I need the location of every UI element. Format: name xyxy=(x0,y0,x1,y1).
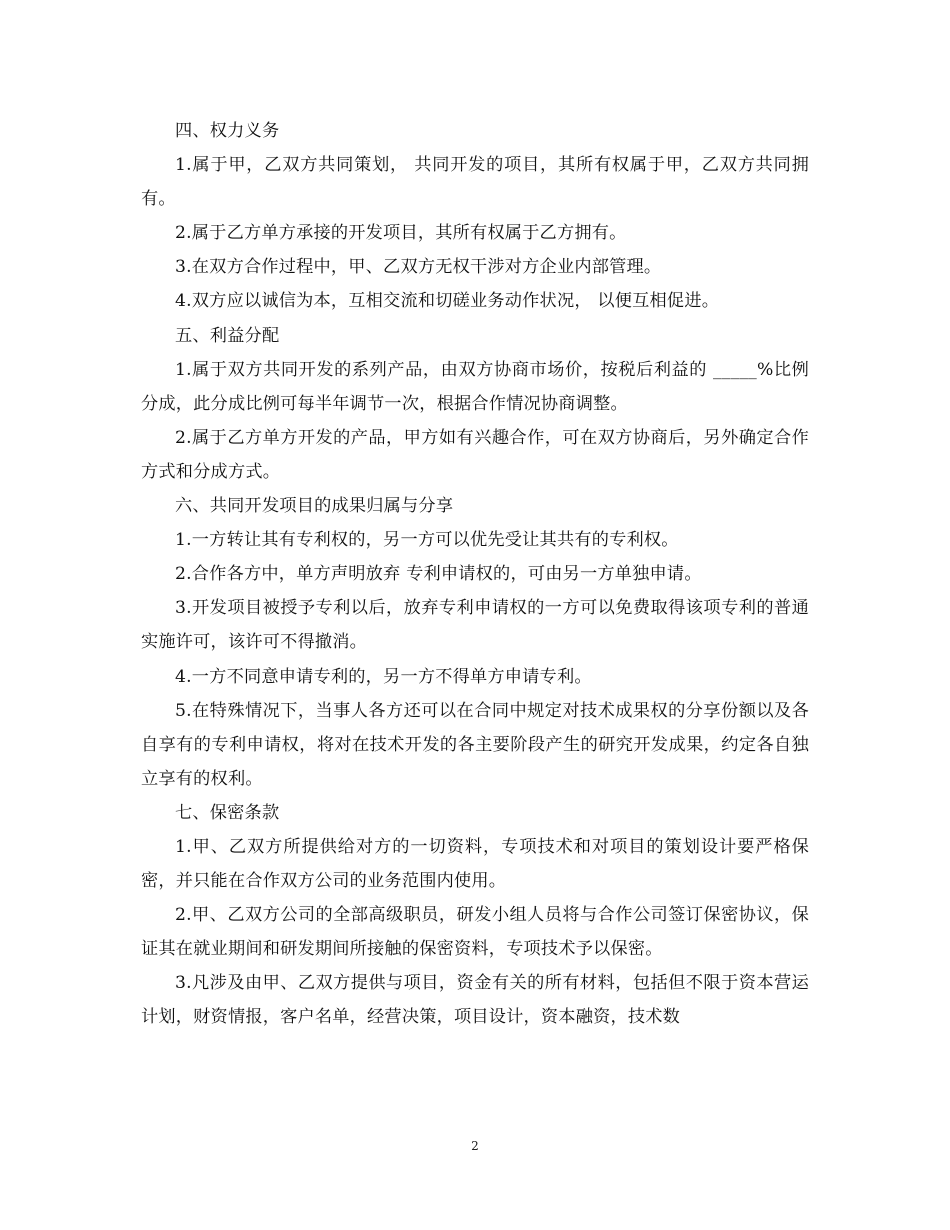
clause-4-4: 4.双方应以诚信为本，互相交流和切磋业务动作状况， 以便互相促进。 xyxy=(175,291,720,312)
clause-6-1: 1.一方转让其有专利权的，另一方可以优先受让其共有的专利权。 xyxy=(175,530,679,551)
clause-7-2: 2.甲、乙双方公司的全部高级职员，研发小组人员将与合作公司签订保密协议，保证其在就业期间和研发期间所接触的保密资料，专项技术予以保密。 xyxy=(141,905,809,960)
clause-6-2: 2.合作各方中，单方声明放弃 专利申请权的，可由另一方单独申请。 xyxy=(175,564,702,585)
clause-5-2: 2.属于乙方单方开发的产品，甲方如有兴趣合作，可在双方协商后，另外确定合作方式和分成方式。 xyxy=(141,427,809,482)
page-number: 2 xyxy=(471,1139,479,1153)
section-heading-7: 七、保密条款 xyxy=(175,802,280,823)
clause-4-1: 1.属于甲，乙双方共同策划， 共同开发的项目，其所有权属于甲，乙双方共同拥有。 xyxy=(141,155,809,210)
clause-4-2: 2.属于乙方单方承接的开发项目，其所有权属于乙方拥有。 xyxy=(175,223,627,244)
clause-6-4: 4.一方不同意申请专利的，另一方不得单方申请专利。 xyxy=(175,666,592,687)
document-body xyxy=(141,114,809,1035)
clause-7-3: 3.凡涉及由甲、乙双方提供与项目，资金有关的所有材料，包括但不限于资本营运计划，财资情报，客户名单，经营决策，项目设计，资本融资，技术数 xyxy=(141,973,809,1028)
section-heading-4: 四、权力义务 xyxy=(175,121,280,141)
clause-5-1: 1.属于双方共同开发的系列产品，由双方协商市场价，按税后利益的 _____%比例分成，此分成比例可每半年调节一次，根据合作情况协商调整。 xyxy=(141,359,809,414)
clause-7-1: 1.甲、乙双方所提供给对方的一切资料，专项技术和对项目的策划设计要严格保密，并只能在合作双方公司的业务范围内使用。 xyxy=(141,836,809,892)
clause-6-5: 5.在特殊情况下，当事人各方还可以在合同中规定对技术成果权的分享份额以及各自享有的专利申请权，将对在技术开发的各主要阶段产生的研究开发成果，约定各自独立享有的权利。 xyxy=(141,700,809,789)
clause-4-3: 3.在双方合作过程中，甲、乙双方无权干涉对方企业内部管理。 xyxy=(175,257,662,278)
section-heading-5: 五、利益分配 xyxy=(175,325,280,346)
clause-6-3: 3.开发项目被授予专利以后，放弃专利申请权的一方可以免费取得该项专利的普通实施许可，该许可不得撤消。 xyxy=(141,598,809,653)
section-heading-6: 六、共同开发项目的成果归属与分享 xyxy=(175,496,454,517)
